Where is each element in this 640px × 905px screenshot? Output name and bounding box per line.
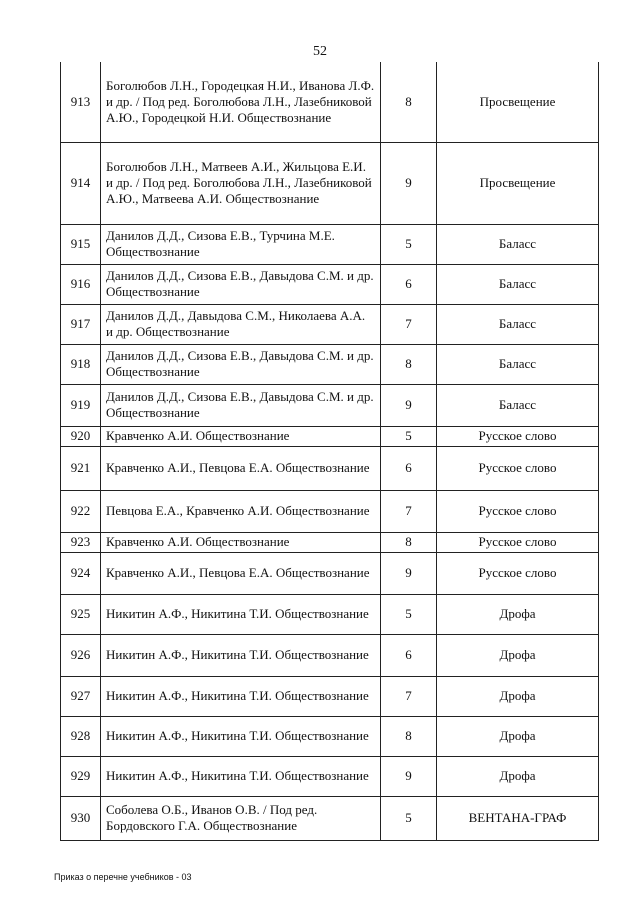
publisher-name: Дрофа (437, 716, 599, 756)
row-number: 915 (61, 224, 101, 264)
book-title: Кравченко А.И., Певцова Е.А. Обществознание (101, 552, 381, 594)
book-title: Данилов Д.Д., Давыдова С.М., Николаева А.А. и др. Обществознание (101, 304, 381, 344)
book-title: Кравченко А.И. Обществознание (101, 532, 381, 552)
book-title: Боголюбов Л.Н., Городецкая Н.И., Иванова Л.Ф. и др. / Под ред. Боголюбова Л.Н., Лазебниковой А.Ю., Городецкой Н.И. Обществознание (101, 62, 381, 142)
publisher-name: Дрофа (437, 634, 599, 676)
table-row (61, 224, 599, 264)
publisher-name: Русское слово (437, 490, 599, 532)
row-number: 927 (61, 676, 101, 716)
publisher-name: Русское слово (437, 552, 599, 594)
book-title: Данилов Д.Д., Сизова Е.В., Давыдова С.М. и др. Обществознание (101, 384, 381, 426)
row-number: 924 (61, 552, 101, 594)
book-title: Соболева О.Б., Иванов О.В. / Под ред. Бордовского Г.А. Обществознание (101, 796, 381, 840)
row-number: 918 (61, 344, 101, 384)
table-row (61, 756, 599, 796)
book-title: Никитин А.Ф., Никитина Т.И. Обществознание (101, 594, 381, 634)
book-title: Никитин А.Ф., Никитина Т.И. Обществознание (101, 756, 381, 796)
row-number: 923 (61, 532, 101, 552)
publisher-name: Баласс (437, 264, 599, 304)
grade-level: 7 (381, 304, 437, 344)
book-title: Певцова Е.А., Кравченко А.И. Обществознание (101, 490, 381, 532)
publisher-name: Баласс (437, 304, 599, 344)
table-row (61, 796, 599, 840)
publisher-name: Просвещение (437, 62, 599, 142)
publisher-name: Русское слово (437, 532, 599, 552)
publisher-name: Баласс (437, 384, 599, 426)
grade-level: 9 (381, 142, 437, 224)
grade-level: 5 (381, 796, 437, 840)
row-number: 921 (61, 446, 101, 490)
table-row (61, 384, 599, 426)
grade-level: 7 (381, 490, 437, 532)
publisher-name: Дрофа (437, 676, 599, 716)
table-row (61, 426, 599, 446)
grade-level: 8 (381, 62, 437, 142)
publisher-name: Дрофа (437, 756, 599, 796)
grade-level: 5 (381, 426, 437, 446)
book-title: Кравченко А.И., Певцова Е.А. Обществознание (101, 446, 381, 490)
page-number: 52 (313, 44, 327, 59)
table-row (61, 490, 599, 532)
table-row (61, 532, 599, 552)
book-title: Никитин А.Ф., Никитина Т.И. Обществознание (101, 634, 381, 676)
row-number: 916 (61, 264, 101, 304)
book-title: Данилов Д.Д., Сизова Е.В., Турчина М.Е. Обществознание (101, 224, 381, 264)
row-number: 919 (61, 384, 101, 426)
grade-level: 9 (381, 552, 437, 594)
row-number: 914 (61, 142, 101, 224)
grade-level: 6 (381, 446, 437, 490)
row-number: 926 (61, 634, 101, 676)
grade-level: 7 (381, 676, 437, 716)
row-number: 928 (61, 716, 101, 756)
grade-level: 9 (381, 756, 437, 796)
table-row (61, 634, 599, 676)
table-row (61, 676, 599, 716)
book-title: Кравченко А.И. Обществознание (101, 426, 381, 446)
book-title: Никитин А.Ф., Никитина Т.И. Обществознание (101, 676, 381, 716)
publisher-name: Дрофа (437, 594, 599, 634)
publisher-name: Баласс (437, 344, 599, 384)
book-title: Данилов Д.Д., Сизова Е.В., Давыдова С.М. и др. Обществознание (101, 264, 381, 304)
row-number: 925 (61, 594, 101, 634)
table-row (61, 142, 599, 224)
row-number: 930 (61, 796, 101, 840)
footer-note: Приказ о перечне учебников - 03 (54, 872, 192, 882)
book-title: Боголюбов Л.Н., Матвеев А.И., Жильцова Е.И. и др. / Под ред. Боголюбова Л.Н., Лазебниковой А.Ю., Матвеева А.И. Обществознание (101, 142, 381, 224)
table-row (61, 304, 599, 344)
grade-level: 6 (381, 264, 437, 304)
table-row (61, 552, 599, 594)
grade-level: 9 (381, 384, 437, 426)
publisher-name: Баласс (437, 224, 599, 264)
publisher-name: Русское слово (437, 446, 599, 490)
row-number: 929 (61, 756, 101, 796)
grade-level: 8 (381, 532, 437, 552)
publisher-name: ВЕНТАНА-ГРАФ (437, 796, 599, 840)
grade-level: 8 (381, 344, 437, 384)
textbook-table (60, 62, 599, 841)
book-title: Никитин А.Ф., Никитина Т.И. Обществознание (101, 716, 381, 756)
publisher-name: Просвещение (437, 142, 599, 224)
row-number: 913 (61, 62, 101, 142)
book-title: Данилов Д.Д., Сизова Е.В., Давыдова С.М. и др. Обществознание (101, 344, 381, 384)
publisher-name: Русское слово (437, 426, 599, 446)
row-number: 917 (61, 304, 101, 344)
table-row (61, 344, 599, 384)
row-number: 922 (61, 490, 101, 532)
grade-level: 5 (381, 594, 437, 634)
table-row (61, 62, 599, 142)
grade-level: 6 (381, 634, 437, 676)
table-row (61, 716, 599, 756)
grade-level: 5 (381, 224, 437, 264)
table-row (61, 594, 599, 634)
grade-level: 8 (381, 716, 437, 756)
row-number: 920 (61, 426, 101, 446)
table-row (61, 446, 599, 490)
table-row (61, 264, 599, 304)
